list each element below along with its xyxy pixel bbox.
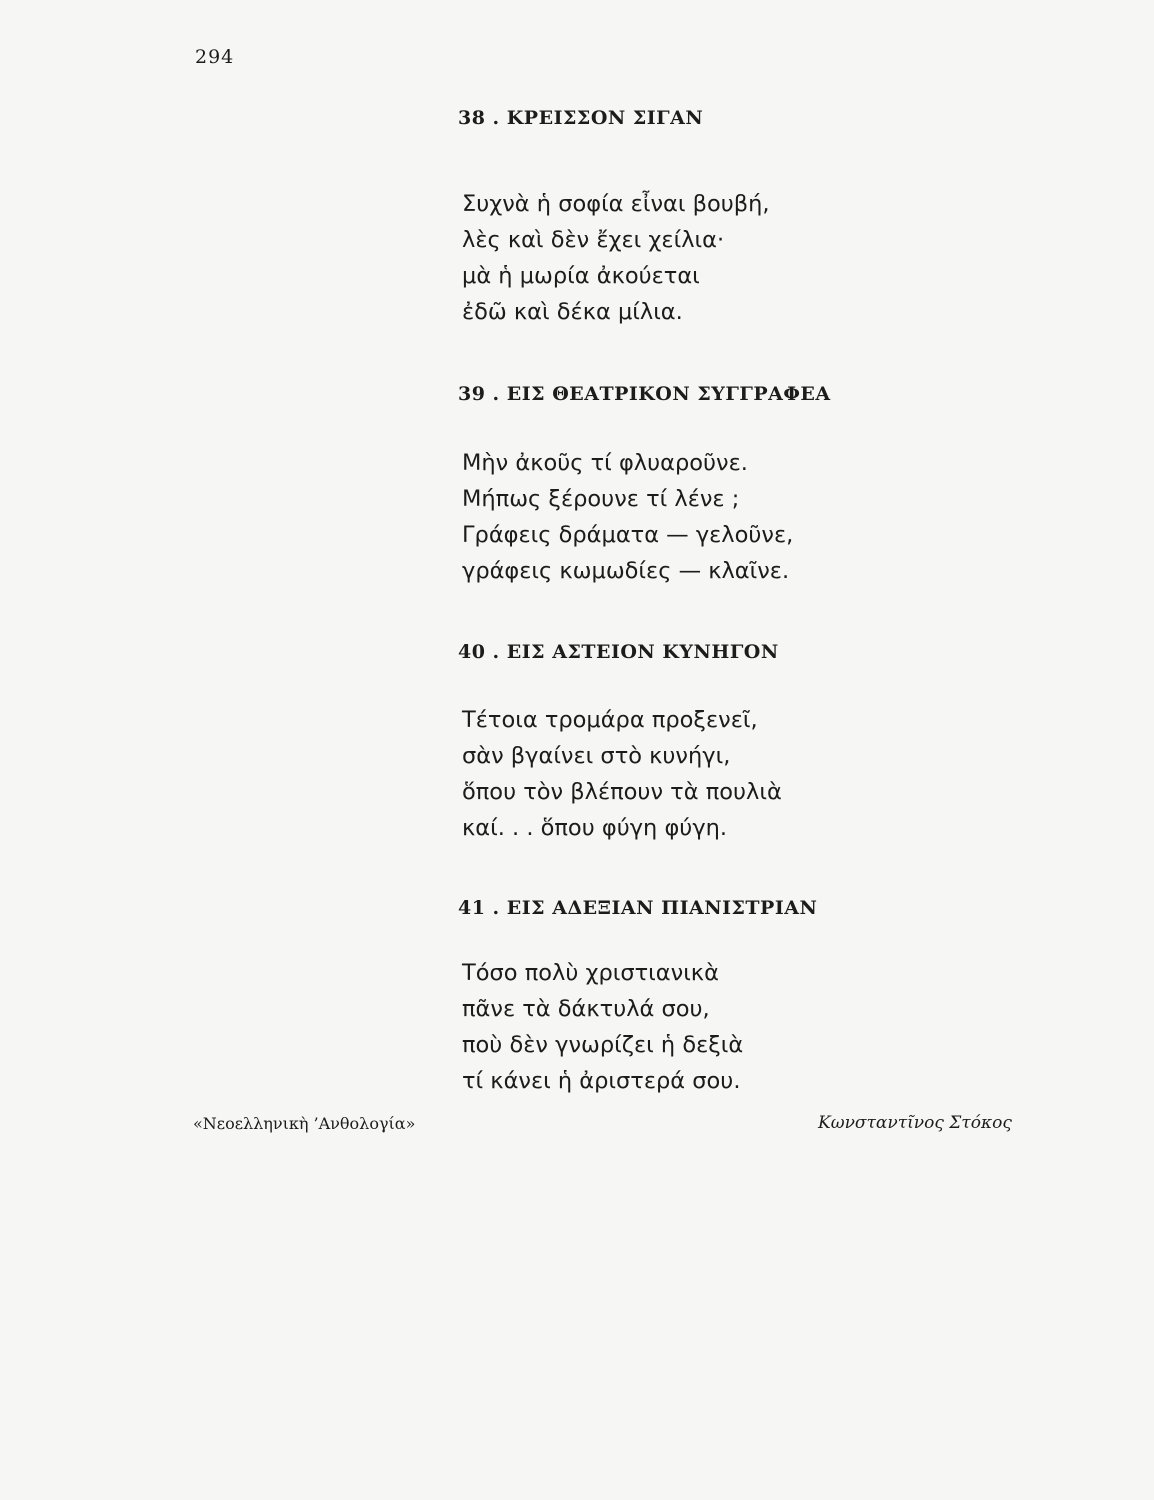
poem-line: Γράφεις δράματα — γελοῦνε, bbox=[462, 522, 794, 548]
poem-stanza bbox=[462, 445, 793, 589]
poem-line: λὲς καὶ δὲν ἔχει χείλια· bbox=[462, 227, 725, 253]
poem-line: σὰν βγαίνει στὸ κυνήγι, bbox=[462, 743, 731, 769]
poem-line: ποὺ δὲν γνωρίζει ἡ δεξιὰ bbox=[462, 1032, 744, 1058]
poem-stanza bbox=[462, 702, 782, 846]
poem-stanza bbox=[462, 955, 743, 1099]
poem-line: ἐδῶ καὶ δέκα μίλια. bbox=[462, 299, 683, 325]
poem-line: καί. . . ὅπου φύγη φύγη. bbox=[462, 815, 728, 841]
poem-line: Συχνὰ ἡ σοφία εἶναι βουβή, bbox=[462, 191, 770, 217]
poem-line: Μὴν ἀκοῦς τί φλυαροῦνε. bbox=[462, 450, 748, 476]
poem-title: 38 . ΚΡΕΙΣΣΟΝ ΣΙΓΑΝ bbox=[458, 107, 704, 129]
poem-title: 39 . ΕΙΣ ΘΕΑΤΡΙΚΟΝ ΣΥΓΓΡΑΦΕΑ bbox=[458, 383, 831, 405]
poem-line: Τόσο πολὺ χριστιανικὰ bbox=[462, 960, 719, 986]
poem-title: 41 . ΕΙΣ ΑΔΕΞΙΑΝ ΠΙΑΝΙΣΤΡΙΑΝ bbox=[458, 897, 818, 919]
poem-title: 40 . ΕΙΣ ΑΣΤΕΙΟΝ ΚΥΝΗΓΟΝ bbox=[458, 641, 779, 663]
poem-stanza bbox=[462, 186, 770, 330]
author-name: Κωνσταντῖνος Στόκος bbox=[818, 1113, 1012, 1133]
poem-line: Τέτοια τρομάρα προξενεῖ, bbox=[462, 707, 758, 733]
poem-line: Μήπως ξέρουνε τί λένε ; bbox=[462, 486, 740, 512]
poem-line: πᾶνε τὰ δάκτυλά σου, bbox=[462, 996, 710, 1022]
poem-line: τί κάνει ἡ ἀριστερά σου. bbox=[462, 1068, 741, 1094]
page-number: 294 bbox=[195, 46, 235, 68]
poem-line: ὅπου τὸν βλέπουν τὰ πουλιὰ bbox=[462, 779, 782, 805]
source-attribution: «Νεοελληνικὴ ’Ανθολογία» bbox=[193, 1114, 416, 1133]
poem-line: γράφεις κωμωδίες — κλαῖνε. bbox=[462, 558, 790, 584]
poem-line: μὰ ἡ μωρία ἀκούεται bbox=[462, 263, 700, 289]
